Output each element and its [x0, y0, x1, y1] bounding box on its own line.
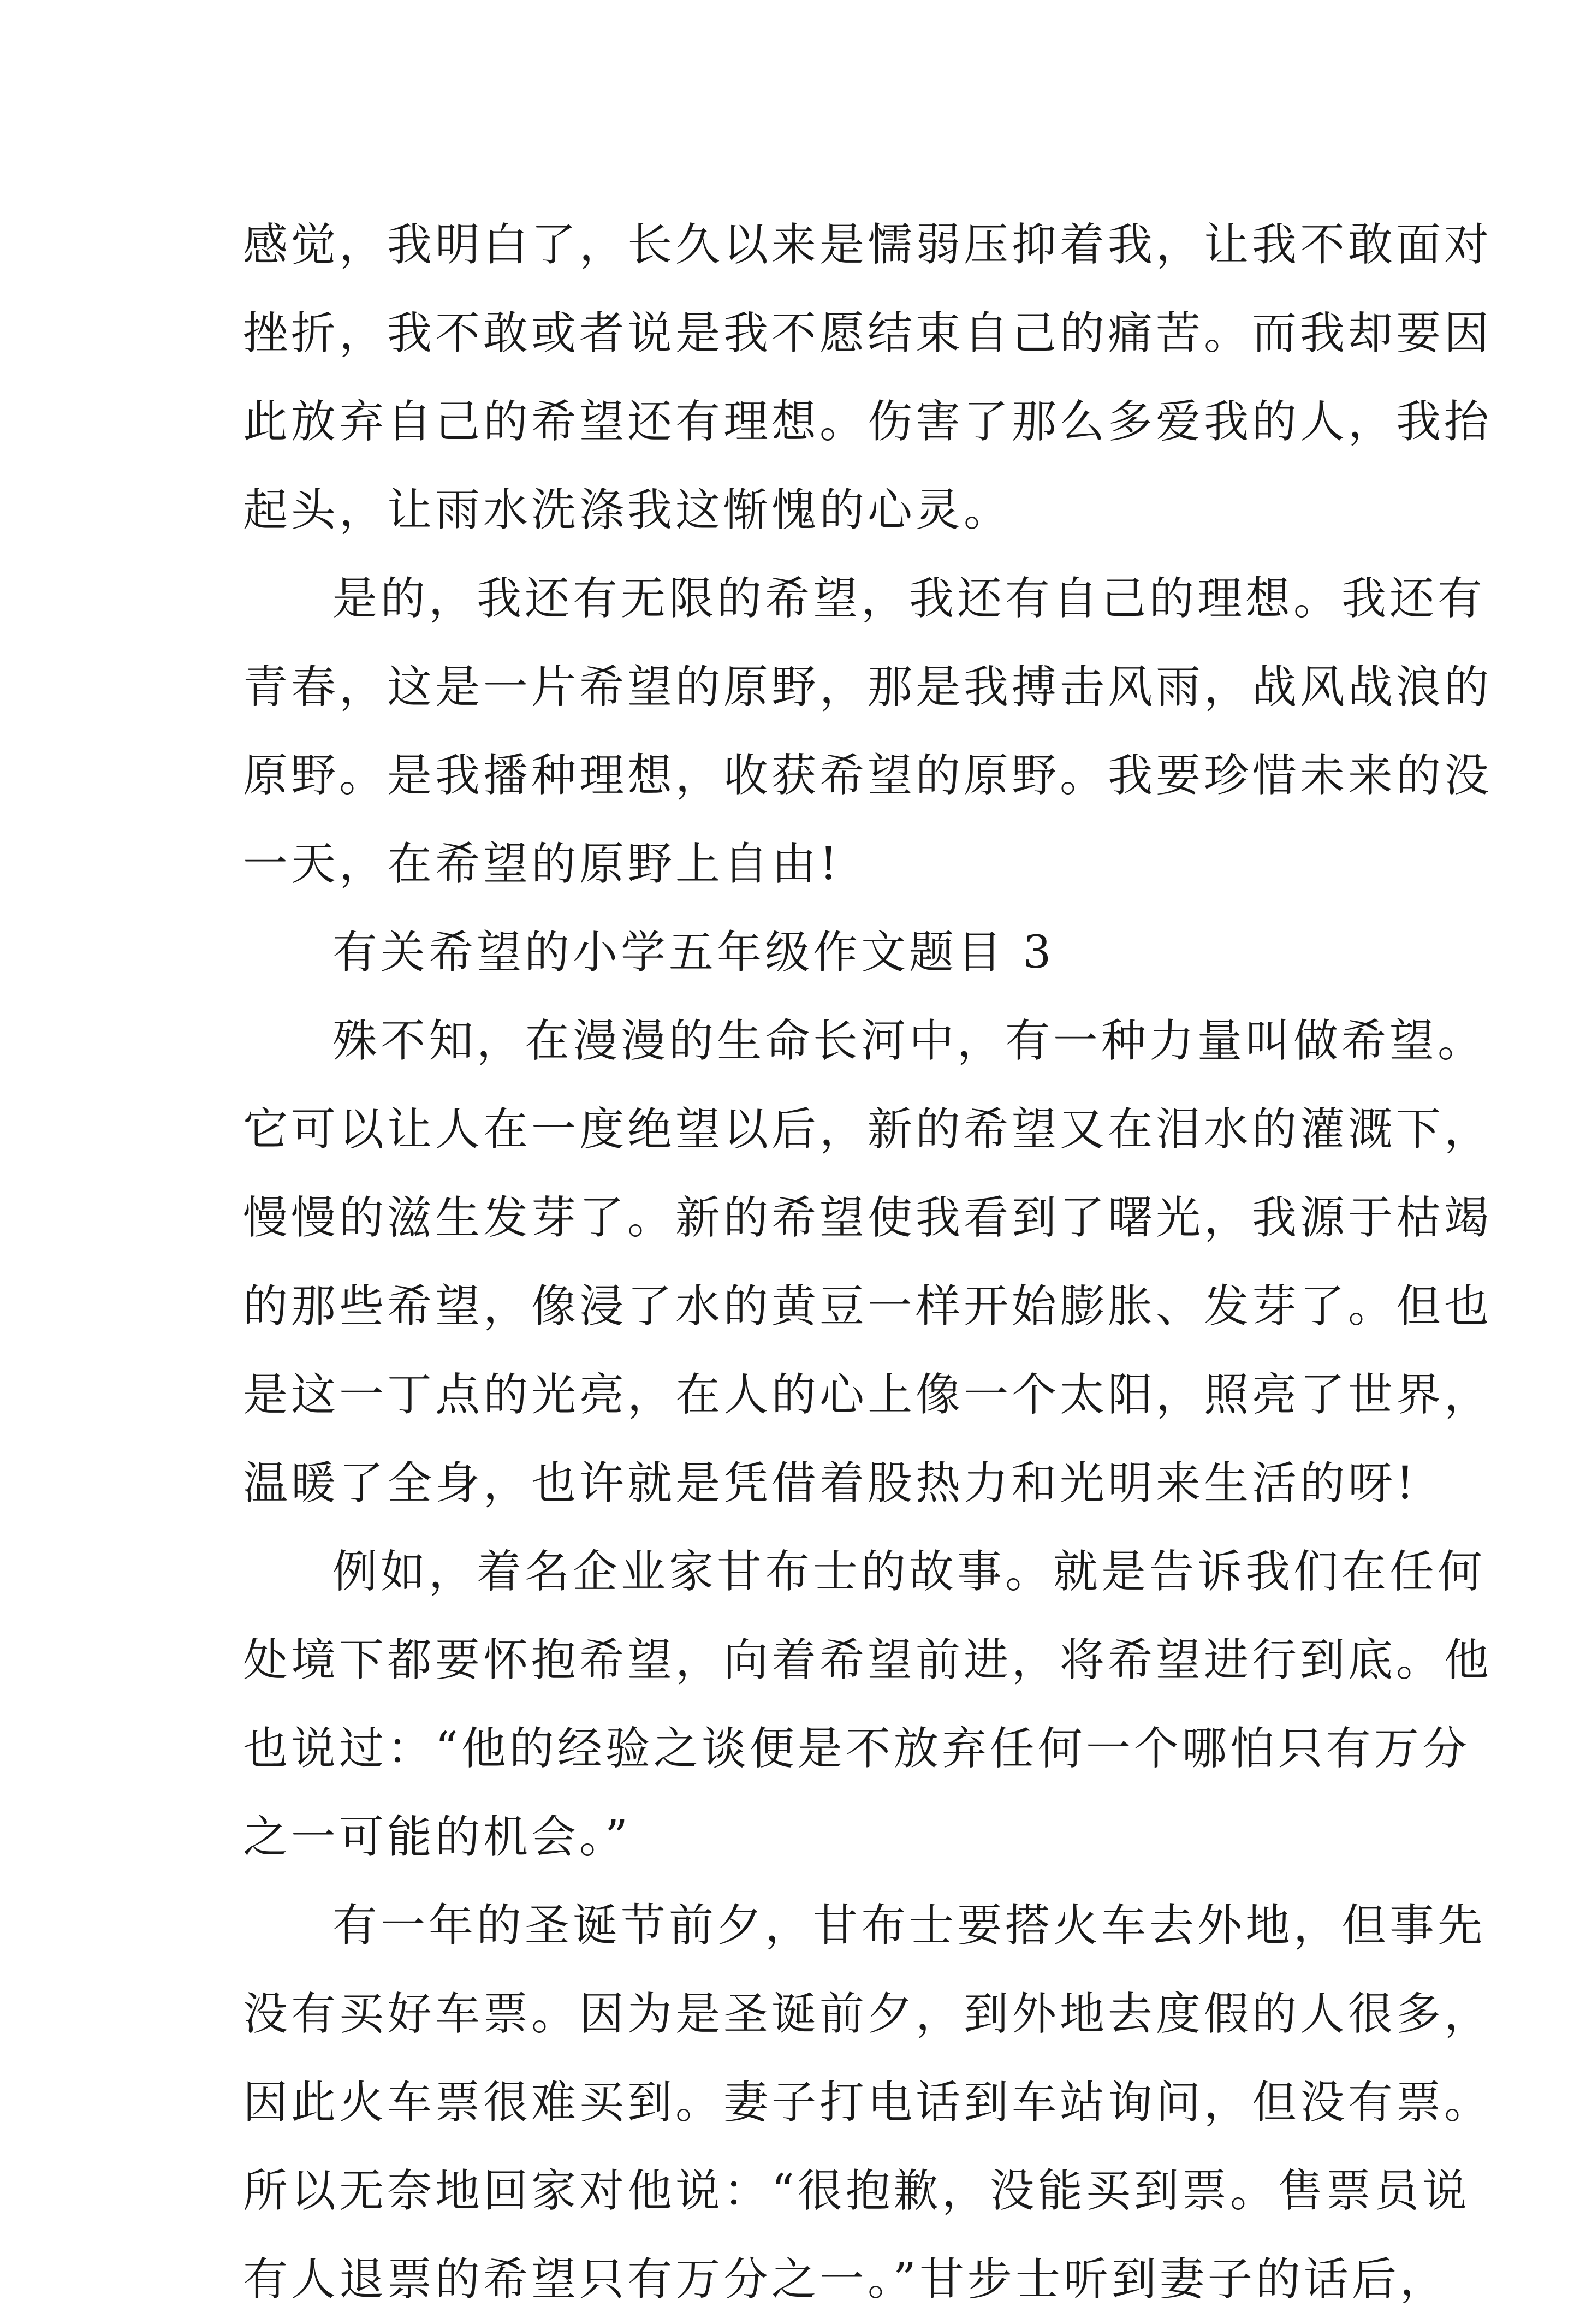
- text-line: 例如，着名企业家甘布士的故事。就是告诉我们在任何: [332, 1546, 1486, 1598]
- text-line: 感觉，我明白了，长久以来是懦弱压抑着我，让我不敢面对: [243, 219, 1493, 271]
- body-text: [243, 201, 1493, 2324]
- text-line: 的那些希望，像浸了水的黄豆一样开始膨胀、发芽了。但也: [243, 1280, 1493, 1332]
- text-line: 处境下都要怀抱希望，向着希望前进，将希望进行到底。他: [243, 1634, 1493, 1686]
- text-line: 因此火车票很难买到。妻子打电话到车站询问，但没有票。: [243, 2077, 1493, 2129]
- text-line: 是的，我还有无限的希望，我还有自己的理想。我还有: [332, 573, 1486, 625]
- text-line: 有人退票的希望只有万分之一。”甘步士听到妻子的话后，: [243, 2254, 1448, 2305]
- text-line: 温暖了全身，也许就是凭借着股热力和光明来生活的呀!: [243, 1457, 1417, 1509]
- text-line: 起头，让雨水洗涤我这惭愧的心灵。: [243, 484, 1012, 536]
- text-line: 没有买好车票。因为是圣诞前夕，到外地去度假的人很多，: [243, 1988, 1493, 2040]
- text-line: 慢慢的滋生发芽了。新的希望使我看到了曙光，我源于枯竭: [243, 1192, 1493, 1244]
- text-line: 挫折，我不敢或者说是我不愿结束自己的痛苦。而我却要因: [243, 307, 1493, 359]
- section-heading: 有关希望的小学五年级作文题目 3: [332, 927, 1055, 979]
- text-line: 一天，在希望的原野上自由!: [243, 838, 841, 890]
- text-line: 所以无奈地回家对他说：“很抱歉，没能买到票。售票员说: [243, 2165, 1470, 2217]
- text-line: 此放弃自己的希望还有理想。伤害了那么多爱我的人，我抬: [243, 396, 1493, 448]
- text-line: 有一年的圣诞节前夕，甘布士要搭火车去外地，但事先: [332, 1900, 1486, 1952]
- text-line: 也说过：“他的经验之谈便是不放弃任何一个哪怕只有万分: [243, 1723, 1470, 1775]
- text-line: 之一可能的机会。”: [243, 1811, 631, 1863]
- text-line: 青春，这是一片希望的原野，那是我搏击风雨，战风战浪的: [243, 661, 1493, 713]
- text-line: 原野。是我播种理想，收获希望的原野。我要珍惜未来的没: [243, 750, 1493, 802]
- text-line: 殊不知，在漫漫的生命长河中，有一种力量叫做希望。: [332, 1015, 1486, 1067]
- text-line: 是这一丁点的光亮，在人的心上像一个太阳，照亮了世界，: [243, 1369, 1493, 1421]
- text-line: 它可以让人在一度绝望以后，新的希望又在泪水的灌溉下，: [243, 1104, 1493, 1155]
